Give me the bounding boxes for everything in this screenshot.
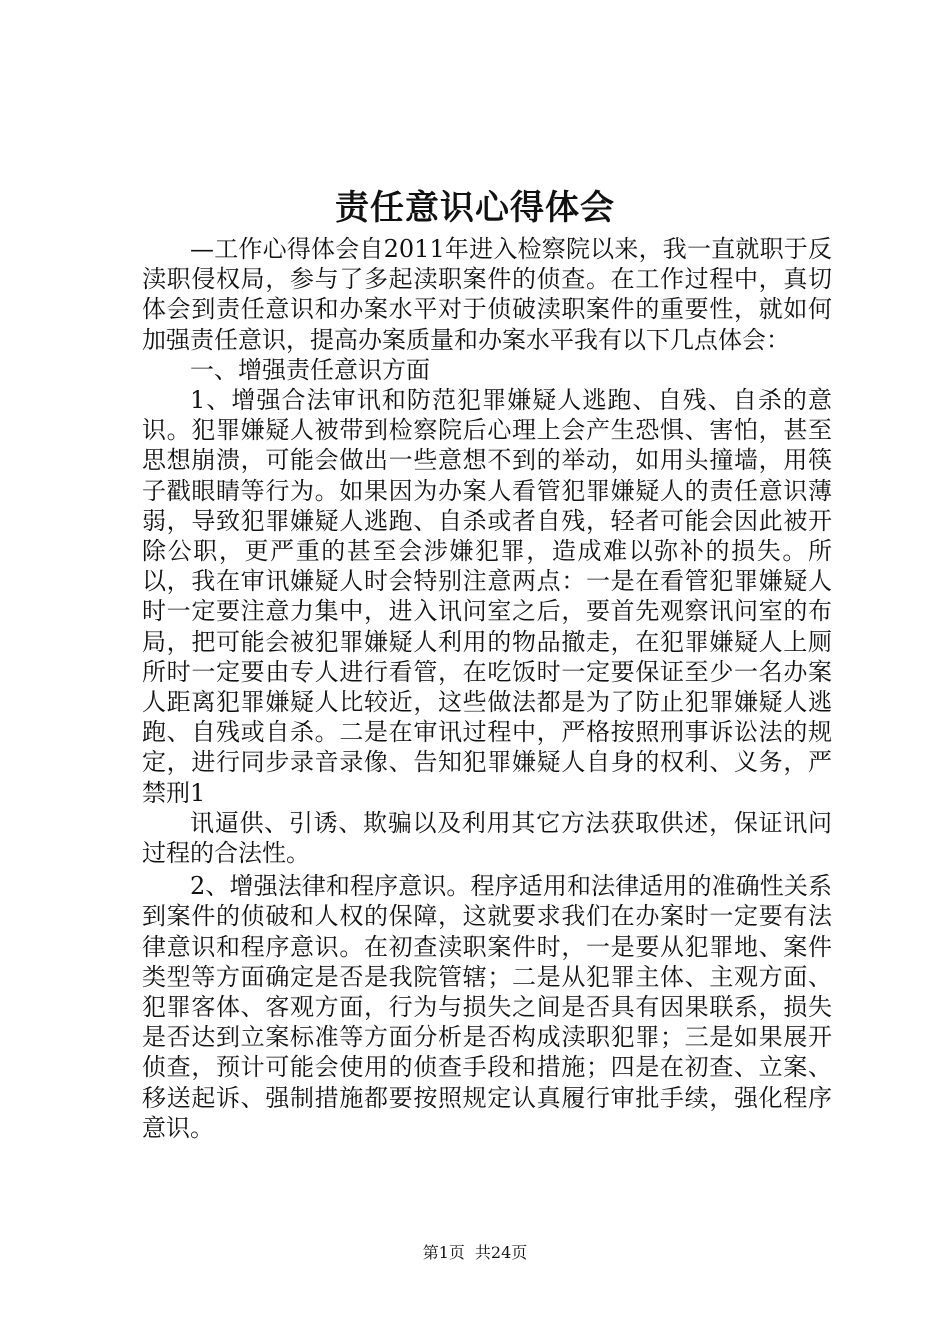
paragraph-intro: —工作心得体会自2011年进入检察院以来，我一直就职于反渎职侵权局，参与了多起渎职案件的侦查。在工作过程中，真切体会到责任意识和办案水平对于侦破渎职案件的重要性，就如何加强责任意识，提高办案质量和办案水平我有以下几点体会：	[142, 235, 832, 354]
page-total: 共24页	[474, 1243, 528, 1262]
paragraph-item-1-continued: 讯逼供、引诱、欺骗以及利用其它方法获取供述，保证讯问过程的合法性。	[142, 808, 832, 868]
paragraph-item-2: 2、增强法律和程序意识。程序适用和法律适用的准确性关系到案件的侦破和人权的保障，这就要求我们在办案时一定要有法律意识和程序意识。在初查渎职案件时，一是要从犯罪地、案件类型等方面确定是否是我院管辖；二是从犯罪主体、主观方面、犯罪客体、客观方面，行为与损失之间是否具有因果联系，损失是否达到立案标准等方面分析是否构成渎职犯罪；三是如果展开侦查，预计可能会使用的侦查手段和措施；四是在初查、立案、移送起诉、强制措施都要按照规定认真履行审批手续，强化程序意识。	[142, 872, 832, 1142]
section-heading: 一、增强责任意识方面	[190, 355, 430, 384]
document-body	[142, 234, 832, 1143]
page-number: 第1页	[422, 1243, 465, 1262]
page-footer	[0, 1242, 950, 1264]
page-title: 责任意识心得体会	[335, 188, 615, 228]
paragraph-item-1: 1、增强合法审讯和防范犯罪嫌疑人逃跑、自残、自杀的意识。犯罪嫌疑人被带到检察院后心理上会产生恐惧、害怕，甚至思想崩溃，可能会做出一些意想不到的举动，如用头撞墙，用筷子戳眼睛等行为。如果因为办案人看管犯罪嫌疑人的责任意识薄弱，导致犯罪嫌疑人逃跑、自杀或者自残，轻者可能会因此被开除公职，更严重的甚至会涉嫌犯罪，造成难以弥补的损失。所以，我在审讯嫌疑人时会特别注意两点：一是在看管犯罪嫌疑人时一定要注意力集中，进入讯问室之后，要首先观察讯问室的布局，把可能会被犯罪嫌疑人利用的物品撤走，在犯罪嫌疑人上厕所时一定要由专人进行看管，在吃饭时一定要保证至少一名办案人距离犯罪嫌疑人比较近，这些做法都是为了防止犯罪嫌疑人逃跑、自残或自杀。二是在审讯过程中，严格按照刑事诉讼法的规定，进行同步录音录像、告知犯罪嫌疑人自身的权利、义务，严禁刑1	[142, 386, 832, 807]
